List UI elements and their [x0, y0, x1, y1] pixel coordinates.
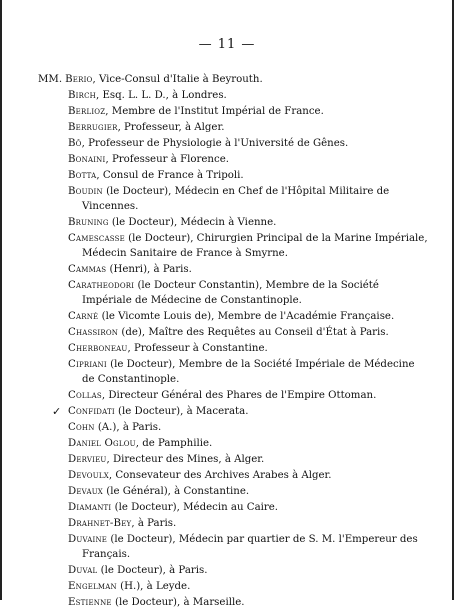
- entry-text: [38, 72, 430, 87]
- entry-text: [68, 341, 430, 356]
- member-description: (le Général), à Constantine.: [103, 486, 250, 497]
- member-description: , de Pamphilie.: [135, 438, 213, 449]
- list-item: [68, 579, 430, 594]
- member-name: Birch: [68, 90, 96, 101]
- member-description: , Membre de l'Institut Impérial de France.: [105, 106, 324, 117]
- member-description: (le Docteur), Membre de la Société Impériale de Médecine de Constantinople.: [82, 359, 415, 385]
- entry-text: [68, 104, 430, 119]
- list-item: [68, 215, 430, 230]
- entry-text: [68, 468, 430, 483]
- list-item: [68, 468, 430, 483]
- margin-mark: ✓: [52, 405, 62, 418]
- entry-text: [68, 357, 430, 387]
- entry-text: [68, 309, 430, 324]
- member-name: Cipriani: [68, 359, 107, 370]
- entry-text: [68, 388, 430, 403]
- member-name: Berio: [65, 74, 93, 85]
- entry-text: [68, 404, 430, 419]
- member-description: , Esq. L. L. D., à Londres.: [95, 90, 227, 101]
- list-item: [68, 452, 430, 467]
- member-name: Estienne: [68, 597, 112, 608]
- list-item: [68, 500, 430, 515]
- member-name: Cohn: [68, 422, 95, 433]
- member-name: Boudin: [68, 186, 103, 197]
- member-name: Devaux: [68, 486, 103, 497]
- member-name: Drahnet-Bey: [68, 518, 132, 529]
- list-item: [68, 436, 430, 451]
- member-name: Caratheodori: [68, 280, 135, 291]
- list-item: [68, 341, 430, 356]
- member-list: [38, 72, 430, 611]
- list-item: [68, 388, 430, 403]
- member-name: Collas: [68, 390, 102, 401]
- list-item: [68, 420, 430, 435]
- entry-text: [68, 436, 430, 451]
- member-description: , Professeur de Physiologie à l'Université de Gênes.: [81, 138, 349, 149]
- entry-text: [68, 136, 430, 151]
- member-name: Bonaini: [68, 154, 106, 165]
- entry-text: [68, 184, 430, 214]
- entry-text: [68, 152, 430, 167]
- list-item: [52, 404, 430, 419]
- member-description: (Henri), à Paris.: [106, 264, 192, 275]
- member-name: Botta: [68, 170, 97, 181]
- member-description: (le Docteur), Médecin à Vienne.: [108, 217, 277, 228]
- member-name: Carné: [68, 311, 99, 322]
- member-name: Dervieu: [68, 454, 107, 465]
- member-name: Confidati: [68, 406, 115, 417]
- page-number: — 11 —: [198, 37, 256, 52]
- member-description: , Consul de France à Tripoli.: [96, 170, 244, 181]
- list-item: [68, 184, 430, 214]
- member-name: Daniel Oglou: [68, 438, 136, 449]
- member-description: (le Docteur), à Marseille.: [111, 597, 245, 608]
- list-item: [68, 595, 430, 610]
- member-name: Berlioz: [68, 106, 106, 117]
- member-name: Camescasse: [68, 233, 125, 244]
- member-description: , Vice-Consul d'Italie à Beyrouth.: [92, 74, 263, 85]
- member-description: , Directeur des Mines, à Alger.: [106, 454, 265, 465]
- member-description: , Professeur à Constantine.: [127, 343, 268, 354]
- member-name: Duval: [68, 565, 98, 576]
- list-item: [68, 104, 430, 119]
- member-name: Diamanti: [68, 502, 112, 513]
- entry-text: [68, 563, 430, 578]
- member-description: , Directeur Général des Phares de l'Empire Ottoman.: [101, 390, 377, 401]
- entry-text: [68, 595, 430, 610]
- entry-text: [68, 579, 430, 594]
- entry-text: [68, 500, 430, 515]
- member-name: Chassiron: [68, 327, 119, 338]
- list-item: [68, 262, 430, 277]
- member-description: (le Vicomte Louis de), Membre de l'Académie Française.: [98, 311, 395, 322]
- member-name: Berrugier: [68, 122, 118, 133]
- list-item: [68, 88, 430, 103]
- member-description: (H.), à Leyde.: [116, 581, 191, 592]
- member-description: , Professeur, à Alger.: [117, 122, 225, 133]
- entry-text: [68, 120, 430, 135]
- list-item: [68, 168, 430, 183]
- member-description: (A.), à Paris.: [94, 422, 162, 433]
- list-item: [68, 278, 430, 308]
- member-name: Engelman: [68, 581, 117, 592]
- member-description: , Professeur à Florence.: [105, 154, 229, 165]
- member-description: (le Docteur), Médecin au Caire.: [111, 502, 279, 513]
- member-description: , à Paris.: [131, 518, 177, 529]
- entry-text: [68, 532, 430, 562]
- entry-text: [68, 88, 430, 103]
- entry-text: [68, 325, 430, 340]
- entry-text: [68, 168, 430, 183]
- list-item: [68, 563, 430, 578]
- entry-text: [68, 215, 430, 230]
- list-item: [68, 484, 430, 499]
- list-item: [68, 516, 430, 531]
- entry-text: [68, 231, 430, 261]
- member-description: (le Docteur), à Macerata.: [114, 406, 249, 417]
- member-name: Bô: [68, 138, 82, 149]
- member-description: (le Docteur), Médecin par quartier de S. M. l'Empereur des Français.: [82, 534, 418, 560]
- list-item: [68, 357, 430, 387]
- entry-text: [68, 262, 430, 277]
- member-name: Cammas: [68, 264, 107, 275]
- member-description: (de), Maître des Requêtes au Conseil d'État à Paris.: [118, 327, 389, 338]
- list-item: [68, 325, 430, 340]
- member-description: (le Docteur), à Paris.: [97, 565, 208, 576]
- member-name: Cherboneau: [68, 343, 128, 354]
- member-description: (le Docteur), Chirurgien Principal de la Marine Impériale, Médecin Sanitaire de France à Smyrne.: [82, 233, 428, 259]
- list-item: [68, 532, 430, 562]
- member-description: , Consevateur des Archives Arabes à Alger.: [108, 470, 332, 481]
- entry-text: [68, 484, 430, 499]
- member-description: (le Docteur Constantin), Membre de la Société Impériale de Médecine de Constantinople.: [82, 280, 379, 306]
- member-description: (le Docteur), Médecin en Chef de l'Hôpital Militaire de Vincennes.: [82, 186, 390, 212]
- list-item: [68, 231, 430, 261]
- member-name: Bruning: [68, 217, 109, 228]
- list-item: [68, 152, 430, 167]
- list-prefix: MM.: [38, 74, 63, 85]
- entry-text: [68, 420, 430, 435]
- member-name: Duvaine: [68, 534, 108, 545]
- list-item: [68, 120, 430, 135]
- list-item: [38, 72, 430, 87]
- entry-text: [68, 278, 430, 308]
- list-item: [68, 309, 430, 324]
- list-item: [68, 136, 430, 151]
- entry-text: [68, 516, 430, 531]
- entry-text: [68, 452, 430, 467]
- member-name: Devoulx: [68, 470, 109, 481]
